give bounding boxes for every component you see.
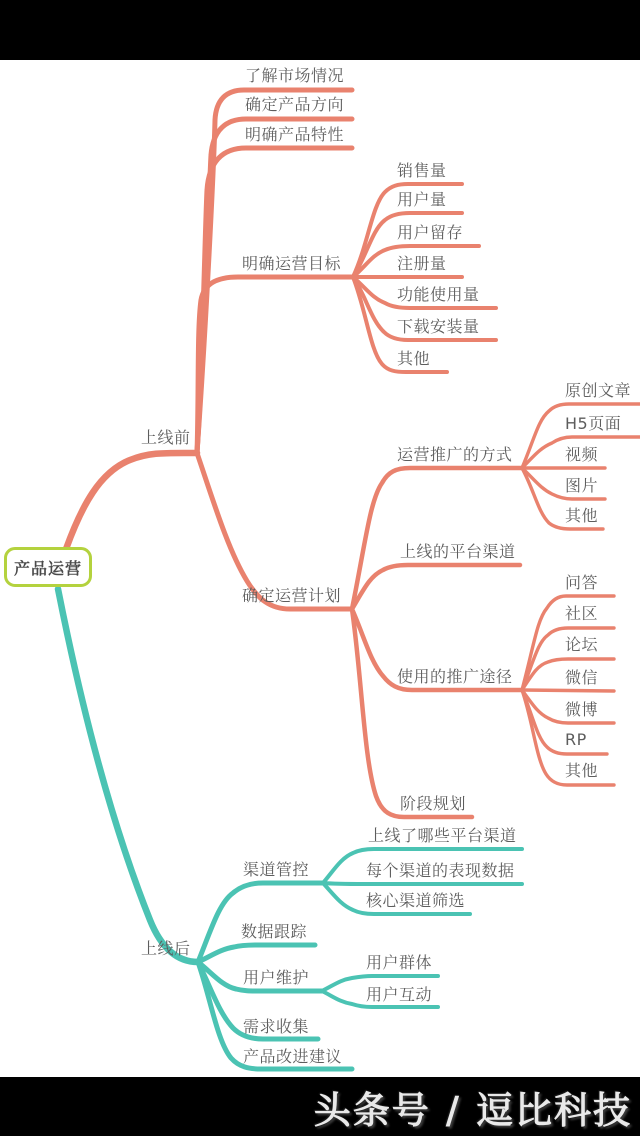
node-operation-plan: 确定运营计划 xyxy=(242,586,342,605)
node-product-direction: 确定产品方向 xyxy=(245,95,345,114)
node-video: 视频 xyxy=(565,445,599,464)
root-label: 产品运营 xyxy=(13,558,82,578)
edge-root-before xyxy=(66,453,197,549)
node-feature-usage: 功能使用量 xyxy=(397,285,480,304)
edge-operation-goals xyxy=(197,277,353,453)
node-h5-pages: H5页面 xyxy=(565,414,622,433)
edge-platform-channels xyxy=(352,565,520,609)
node-operation-goals: 明确运营目标 xyxy=(242,254,342,273)
edge-root-after xyxy=(58,589,198,962)
node-demand-collection: 需求收集 xyxy=(243,1017,310,1036)
edge-stage-planning xyxy=(352,609,472,817)
edge-data-tracking xyxy=(198,945,315,962)
node-weibo: 微博 xyxy=(565,700,599,719)
node-user-maintenance: 用户维护 xyxy=(243,968,310,987)
node-data-tracking: 数据跟踪 xyxy=(241,922,308,941)
node-core-channels: 核心渠道筛选 xyxy=(366,891,466,910)
node-community: 社区 xyxy=(565,604,599,623)
edge-product-features xyxy=(197,148,352,453)
node-rp: RP xyxy=(565,730,587,749)
node-user-volume: 用户量 xyxy=(397,190,447,209)
node-platform-channels: 上线的平台渠道 xyxy=(400,542,516,561)
node-promotion-methods: 运营推广的方式 xyxy=(397,445,513,464)
watermark-text: 头条号 / 逗比科技 xyxy=(313,1088,632,1132)
node-sales-volume: 销售量 xyxy=(397,161,447,180)
node-product-features: 明确产品特性 xyxy=(245,125,345,144)
node-promotion-routes: 使用的推广途径 xyxy=(397,667,513,686)
node-after-launch: 上线后 xyxy=(141,939,191,958)
node-wechat: 微信 xyxy=(565,668,599,687)
node-user-retention: 用户留存 xyxy=(397,223,464,242)
node-routes-other: 其他 xyxy=(565,761,599,780)
node-images: 图片 xyxy=(565,476,599,495)
node-user-interaction: 用户互动 xyxy=(366,985,433,1004)
edge-wechat xyxy=(522,690,614,691)
node-forum: 论坛 xyxy=(565,635,599,654)
node-before-launch: 上线前 xyxy=(141,428,191,447)
node-qa: 问答 xyxy=(565,573,599,592)
root-node xyxy=(4,547,92,587)
node-channel-data: 每个渠道的表现数据 xyxy=(366,861,515,880)
node-downloads: 下载安装量 xyxy=(397,317,480,336)
node-methods-other: 其他 xyxy=(565,506,599,525)
edge-channel-data xyxy=(323,883,522,884)
node-registrations: 注册量 xyxy=(397,254,447,273)
node-know-market: 了解市场情况 xyxy=(245,66,345,85)
node-user-groups: 用户群体 xyxy=(366,953,433,972)
edge-product-direction xyxy=(197,119,352,453)
node-channel-control: 渠道管控 xyxy=(243,860,310,879)
node-original-articles: 原创文章 xyxy=(565,381,632,400)
node-launched-channels: 上线了哪些平台渠道 xyxy=(368,826,517,845)
edge-promotion-methods xyxy=(352,468,522,609)
node-improvement-suggestions: 产品改进建议 xyxy=(243,1047,343,1066)
node-goals-other: 其他 xyxy=(397,349,431,368)
node-stage-planning: 阶段规划 xyxy=(400,794,467,813)
